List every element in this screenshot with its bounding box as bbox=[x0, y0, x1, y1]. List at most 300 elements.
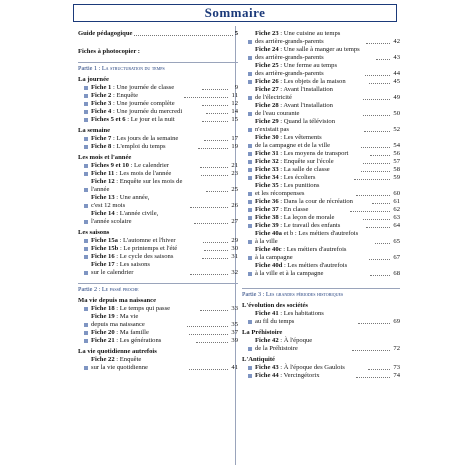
entry-label bbox=[255, 46, 374, 62]
toc-entry[interactable] bbox=[242, 174, 400, 182]
dot-leader bbox=[200, 167, 229, 168]
entry-label bbox=[255, 310, 356, 326]
entry-text: : Les générations bbox=[114, 337, 162, 344]
page-number: 62 bbox=[393, 206, 401, 213]
dot-leader bbox=[372, 203, 390, 204]
entry-number: Fiche 4 bbox=[91, 108, 112, 115]
entry-text: : À l'époque des Gaulois bbox=[278, 364, 345, 371]
entry-number: Fiche 29 bbox=[255, 118, 279, 125]
dot-leader bbox=[194, 223, 228, 224]
page-number: 37 bbox=[231, 329, 238, 336]
toc-entry[interactable] bbox=[242, 102, 400, 118]
entry-label bbox=[91, 245, 202, 253]
dot-leader bbox=[189, 334, 228, 335]
bullet-square-icon bbox=[248, 176, 252, 180]
page-number: 29 bbox=[231, 237, 239, 244]
page-number: 57 bbox=[393, 158, 400, 165]
toc-entry[interactable] bbox=[78, 143, 238, 151]
page-number: 45 bbox=[393, 78, 400, 85]
toc-entry[interactable] bbox=[78, 337, 238, 345]
bullet-square-icon bbox=[248, 128, 252, 132]
entry-number: Fiche 38 bbox=[255, 214, 279, 221]
entry-text: : Ma famille bbox=[114, 329, 149, 336]
bullet-square-icon bbox=[248, 366, 252, 370]
entry-label bbox=[255, 337, 350, 353]
bullet-square-icon bbox=[84, 118, 88, 122]
entry-number: Fiche 17 bbox=[91, 261, 115, 268]
entry-number: Fiche 40a bbox=[255, 230, 282, 237]
entry-number: Fiche 35 bbox=[255, 182, 279, 189]
toc-entry[interactable] bbox=[78, 313, 238, 329]
entry-label bbox=[255, 230, 373, 246]
entry-text: : Enquête sur l'école bbox=[278, 158, 334, 165]
entry-number: Fiche 27 bbox=[255, 86, 279, 93]
entry-number: Fiche 36 bbox=[255, 198, 279, 205]
page-number: 17 bbox=[231, 135, 239, 142]
entry-label bbox=[255, 118, 362, 134]
bullet-square-icon bbox=[248, 192, 252, 196]
entry-label bbox=[91, 356, 187, 372]
entry-label bbox=[91, 100, 200, 108]
dot-leader bbox=[356, 377, 390, 378]
entry-label bbox=[255, 222, 364, 230]
entry-number: Fiche 34 bbox=[255, 174, 279, 181]
toc-entry[interactable] bbox=[78, 194, 238, 210]
entry-text: et b : Les métiers d'autrefois à la ville bbox=[255, 230, 359, 245]
bullet-square-icon bbox=[248, 144, 252, 148]
toc-entry[interactable] bbox=[78, 108, 238, 116]
dot-leader bbox=[366, 43, 390, 44]
entry-label bbox=[91, 194, 188, 210]
page-number: 60 bbox=[393, 190, 401, 197]
toc-entry[interactable] bbox=[242, 134, 400, 150]
toc-entry[interactable] bbox=[242, 372, 400, 380]
dot-leader bbox=[202, 89, 228, 90]
dot-leader bbox=[352, 350, 390, 351]
section-heading: La Préhistoire bbox=[242, 329, 283, 336]
toc-entry-guide[interactable] bbox=[78, 30, 238, 38]
entry-label bbox=[255, 174, 352, 182]
entry-text: : Les punitions et les récompenses bbox=[255, 182, 320, 197]
section-heading: Ma vie depuis ma naissance bbox=[78, 297, 157, 304]
dot-leader bbox=[202, 258, 228, 259]
entry-number: Fiche 41 bbox=[255, 310, 279, 317]
bullet-square-icon bbox=[84, 239, 88, 243]
entry-number: Fiche 24 bbox=[255, 46, 279, 53]
toc-entry[interactable] bbox=[78, 84, 238, 92]
page-number: 52 bbox=[393, 126, 400, 133]
toc-entry[interactable] bbox=[242, 182, 400, 198]
entry-number: Fiche 32 bbox=[255, 158, 279, 165]
page-number: 56 bbox=[393, 150, 400, 157]
entry-label bbox=[255, 78, 367, 86]
dot-leader bbox=[361, 147, 390, 148]
entry-text: : L'année civile, l'année scolaire bbox=[91, 210, 159, 225]
entry-text: : Une cuisine au temps des arrière-grands-parents bbox=[255, 30, 341, 45]
entry-number: Fiche 33 bbox=[255, 166, 279, 173]
toc-entry[interactable] bbox=[78, 135, 238, 143]
entry-text: : Le printemps et l'été bbox=[118, 245, 178, 252]
bullet-square-icon bbox=[84, 339, 88, 343]
toc-entry[interactable] bbox=[78, 261, 238, 277]
part-number: Partie 3 : bbox=[242, 291, 265, 298]
entry-number: Fiche 42 bbox=[255, 337, 279, 344]
page-number: 69 bbox=[393, 318, 401, 325]
dot-leader bbox=[198, 148, 228, 149]
dot-leader bbox=[354, 179, 390, 180]
entry-label bbox=[255, 86, 361, 102]
page-number: 67 bbox=[393, 254, 401, 261]
dot-leader bbox=[134, 35, 232, 36]
toc-entry[interactable] bbox=[78, 100, 238, 108]
entry-text: : Les objets de la maison bbox=[278, 78, 346, 85]
dot-leader bbox=[363, 99, 391, 100]
page-number: 21 bbox=[231, 162, 238, 169]
toc-entry[interactable] bbox=[242, 118, 400, 134]
page-number: 31 bbox=[231, 253, 238, 260]
left-column bbox=[78, 30, 238, 372]
part-2-heading bbox=[78, 283, 238, 294]
toc-entry[interactable] bbox=[78, 356, 238, 372]
dot-leader bbox=[196, 342, 228, 343]
toc-entry[interactable] bbox=[242, 158, 400, 166]
entry-text: : Le travail des enfants bbox=[278, 222, 341, 229]
toc-entry[interactable] bbox=[78, 329, 238, 337]
bullet-square-icon bbox=[248, 256, 252, 260]
section-heading: L'évolution des sociétés bbox=[242, 302, 308, 309]
dot-leader bbox=[356, 195, 390, 196]
entry-text: : La leçon de morale bbox=[278, 214, 335, 221]
entry-number: Fiche 20 bbox=[91, 329, 115, 336]
toc-entry[interactable] bbox=[242, 62, 400, 78]
entry-label bbox=[91, 313, 185, 329]
toc-entry[interactable] bbox=[78, 305, 238, 313]
entry-label bbox=[255, 198, 370, 206]
entry-text: : Le calendrier bbox=[128, 162, 169, 169]
page-number: 65 bbox=[393, 238, 400, 245]
entry-number: Fiche 43 bbox=[255, 364, 279, 371]
dot-leader bbox=[369, 259, 390, 260]
entry-text: : Les mois de l'année bbox=[114, 170, 172, 177]
page-number: 49 bbox=[393, 94, 401, 101]
entry-text: : À l'époque de la Préhistoire bbox=[255, 337, 313, 352]
entry-label bbox=[91, 170, 199, 178]
entry-text: : Les métiers d'autrefois à la campagne bbox=[255, 246, 347, 261]
entry-text: : Quand la télévision n'existait pas bbox=[255, 118, 336, 133]
entry-text: : Le jour et la nuit bbox=[125, 116, 175, 123]
page-number: 23 bbox=[231, 170, 238, 177]
bullet-square-icon bbox=[84, 255, 88, 259]
entry-text: : Les moyens de transport bbox=[278, 150, 349, 157]
entry-label bbox=[91, 178, 204, 194]
bullet-square-icon bbox=[248, 56, 252, 60]
entry-text: : L'automne et l'hiver bbox=[117, 237, 176, 244]
page-number: 64 bbox=[393, 222, 401, 229]
entry-number: Fiche 40c bbox=[255, 246, 282, 253]
fiches-heading: Fiches à photocopier : bbox=[78, 48, 140, 55]
dot-leader bbox=[365, 75, 390, 76]
toc-entry[interactable] bbox=[78, 253, 238, 261]
entry-label bbox=[255, 134, 359, 150]
entry-number: Fiche 16 bbox=[91, 253, 115, 260]
bullet-square-icon bbox=[248, 240, 252, 244]
toc-entry[interactable] bbox=[78, 170, 238, 178]
entry-number: Fiche 30 bbox=[255, 134, 279, 141]
toc-entry[interactable] bbox=[242, 337, 400, 353]
bullet-square-icon bbox=[248, 112, 252, 116]
entry-text: : Une année, c'est 12 mois bbox=[91, 194, 150, 209]
toc-entry[interactable] bbox=[78, 237, 238, 245]
dot-leader bbox=[189, 369, 228, 370]
entry-label bbox=[91, 305, 198, 313]
toc-entry[interactable] bbox=[78, 162, 238, 170]
page-number: 39 bbox=[231, 337, 239, 344]
bullet-square-icon bbox=[84, 102, 88, 106]
entry-label bbox=[255, 166, 359, 174]
bullet-square-icon bbox=[248, 347, 252, 351]
dot-leader bbox=[206, 191, 228, 192]
bullet-square-icon bbox=[84, 172, 88, 176]
entry-label bbox=[255, 102, 361, 118]
bullet-square-icon bbox=[248, 272, 252, 276]
entry-label bbox=[255, 262, 368, 278]
dot-leader bbox=[190, 274, 228, 275]
dot-leader bbox=[370, 275, 390, 276]
page-number: 32 bbox=[231, 269, 239, 276]
entry-text: : Avant l'installation de l'électricité bbox=[255, 86, 333, 101]
toc-entry[interactable] bbox=[242, 246, 400, 262]
page-number: 30 bbox=[231, 245, 239, 252]
entry-label bbox=[91, 253, 200, 261]
bullet-square-icon bbox=[84, 94, 88, 98]
bullet-square-icon bbox=[84, 323, 88, 327]
bullet-square-icon bbox=[84, 366, 88, 370]
bullet-square-icon bbox=[84, 220, 88, 224]
entry-text: : Les vêtements de la campagne et de la ville bbox=[255, 134, 331, 149]
dot-leader bbox=[375, 243, 390, 244]
dot-leader bbox=[363, 219, 390, 220]
page-number: 68 bbox=[393, 270, 400, 277]
dot-leader bbox=[370, 155, 390, 156]
page-number: 73 bbox=[393, 364, 401, 371]
entry-label bbox=[91, 116, 200, 124]
entry-number: Fiche 39 bbox=[255, 222, 279, 229]
toc-entry[interactable] bbox=[242, 364, 400, 372]
toc-entry[interactable] bbox=[242, 206, 400, 214]
entry-number: Fiche 8 bbox=[91, 143, 112, 150]
entry-number: Fiche 18 bbox=[91, 305, 115, 312]
dot-leader bbox=[202, 105, 228, 106]
entry-text: : Une journée de classe bbox=[111, 84, 175, 91]
toc-entry[interactable] bbox=[242, 78, 400, 86]
entry-text: : Avant l'installation de l'eau courante bbox=[255, 102, 333, 117]
page-number: 25 bbox=[231, 186, 239, 193]
entry-label bbox=[91, 261, 188, 277]
dot-leader bbox=[358, 323, 390, 324]
bullet-square-icon bbox=[84, 271, 88, 275]
entry-number: Fiche 15b bbox=[91, 245, 119, 252]
dot-leader bbox=[350, 211, 390, 212]
entry-number: Fiche 26 bbox=[255, 78, 279, 85]
entry-text: : Les saisons sur le calendrier bbox=[91, 261, 150, 276]
entry-number: Fiche 44 bbox=[255, 372, 279, 379]
bullet-square-icon bbox=[84, 164, 88, 168]
part-3-heading bbox=[242, 288, 400, 299]
entry-number: Fiche 21 bbox=[91, 337, 115, 344]
dot-leader bbox=[203, 242, 228, 243]
dot-leader bbox=[184, 97, 228, 98]
entry-number: Fiche 1 bbox=[91, 84, 112, 91]
entry-label bbox=[91, 337, 194, 345]
toc-entry[interactable] bbox=[242, 30, 400, 46]
entry-text: : Le cycle des saisons bbox=[114, 253, 174, 260]
page-number: 42 bbox=[393, 38, 400, 45]
entry-text: : Les habitations au fil du temps bbox=[255, 310, 324, 325]
part-title: Le passé proche bbox=[101, 286, 139, 293]
entry-number: Fiche 12 bbox=[91, 178, 115, 185]
toc-entry[interactable] bbox=[242, 262, 400, 278]
entry-label bbox=[255, 246, 367, 262]
entry-text: : Une ferme au temps des arrière-grands-parents bbox=[255, 62, 338, 77]
section-heading: La vie quotidienne autrefois bbox=[78, 348, 157, 355]
toc-entry[interactable] bbox=[78, 210, 238, 226]
page-number: 50 bbox=[393, 110, 401, 117]
entry-number: Fiche 15a bbox=[91, 237, 118, 244]
toc-entry[interactable] bbox=[242, 214, 400, 222]
bullet-square-icon bbox=[248, 152, 252, 156]
page-number: 74 bbox=[393, 372, 400, 379]
entry-number: Fiche 40d bbox=[255, 262, 283, 269]
page-number: 54 bbox=[393, 142, 400, 149]
dot-leader bbox=[187, 326, 228, 327]
entry-text: : Enquête sur la vie quotidienne bbox=[91, 356, 148, 371]
entry-number: Fiche 25 bbox=[255, 62, 279, 69]
bullet-square-icon bbox=[248, 96, 252, 100]
dot-leader bbox=[366, 227, 390, 228]
page-number: 44 bbox=[393, 70, 401, 77]
page-number: 27 bbox=[231, 218, 239, 225]
entry-text: : Une journée complète bbox=[111, 100, 175, 107]
dot-leader bbox=[204, 140, 228, 141]
bullet-square-icon bbox=[84, 331, 88, 335]
entry-text: : Vercingétorix bbox=[278, 372, 320, 379]
part-1-heading bbox=[78, 62, 238, 73]
dot-leader bbox=[364, 131, 390, 132]
entry-label bbox=[255, 372, 354, 380]
toc-entry[interactable] bbox=[242, 310, 400, 326]
toc-entry[interactable] bbox=[78, 116, 238, 124]
dot-leader bbox=[363, 115, 391, 116]
bullet-square-icon bbox=[84, 137, 88, 141]
section-heading: Les saisons bbox=[78, 229, 110, 236]
dot-leader bbox=[369, 83, 390, 84]
entry-text: : Enquête bbox=[111, 92, 139, 99]
bullet-square-icon bbox=[84, 247, 88, 251]
entry-number: Fiche 3 bbox=[91, 100, 112, 107]
dot-leader bbox=[376, 59, 390, 60]
dot-leader bbox=[202, 121, 228, 122]
entry-number: Fiche 22 bbox=[91, 356, 115, 363]
entry-text: : Ma vie depuis ma naissance bbox=[91, 313, 145, 328]
bullet-square-icon bbox=[248, 160, 252, 164]
entry-number: Fiche 37 bbox=[255, 206, 279, 213]
entry-label bbox=[255, 158, 361, 166]
entry-number: Fiche 2 bbox=[91, 92, 112, 99]
bullet-square-icon bbox=[248, 374, 252, 378]
entry-number: Fiches 5 et 6 bbox=[91, 116, 126, 123]
toc-entry[interactable] bbox=[242, 198, 400, 206]
right-column bbox=[242, 30, 400, 380]
entry-number: Fiche 13 bbox=[91, 194, 115, 201]
bullet-square-icon bbox=[248, 224, 252, 228]
bullet-square-icon bbox=[248, 200, 252, 204]
entry-label bbox=[91, 210, 192, 226]
toc-entry[interactable] bbox=[242, 166, 400, 174]
part-title: Les grandes périodes historiques bbox=[265, 291, 344, 298]
entry-text: : L'emploi du temps bbox=[111, 143, 166, 150]
entry-label bbox=[255, 214, 361, 222]
page-number: 58 bbox=[393, 166, 400, 173]
page-number: 41 bbox=[231, 364, 239, 371]
entry-label bbox=[91, 92, 182, 100]
entry-number: Fiche 11 bbox=[91, 170, 115, 177]
entry-label bbox=[91, 237, 201, 245]
toc-entry[interactable] bbox=[242, 86, 400, 102]
toc-entry[interactable] bbox=[78, 178, 238, 194]
dot-leader bbox=[363, 163, 390, 164]
entry-label bbox=[255, 182, 354, 198]
entry-text: : En classe bbox=[278, 206, 309, 213]
entry-label bbox=[91, 162, 198, 170]
entry-number: Fiche 14 bbox=[91, 210, 115, 217]
toc-entry[interactable] bbox=[78, 92, 238, 100]
entry-text: : Les écoliers bbox=[278, 174, 316, 181]
page-number: 35 bbox=[231, 321, 238, 328]
page-number: 11 bbox=[231, 92, 238, 99]
section-heading: Les mois et l'année bbox=[78, 154, 132, 161]
toc-entry[interactable] bbox=[242, 222, 400, 230]
bullet-square-icon bbox=[84, 86, 88, 90]
page-number: 15 bbox=[231, 116, 238, 123]
entry-text: : Dans la cour de récréation bbox=[278, 198, 353, 205]
page-number: 14 bbox=[231, 108, 238, 115]
toc-entry[interactable] bbox=[242, 46, 400, 62]
entry-label bbox=[91, 84, 200, 92]
entry-number: Fiches 9 et 10 bbox=[91, 162, 129, 169]
entry-label bbox=[91, 143, 196, 151]
entry-label bbox=[255, 62, 363, 78]
bullet-square-icon bbox=[248, 40, 252, 44]
part-title: La structuration du temps bbox=[101, 65, 165, 72]
entry-text: : Le temps qui passe bbox=[114, 305, 171, 312]
entry-text: : Une journée du mercredi bbox=[111, 108, 183, 115]
entry-number: Fiche 31 bbox=[255, 150, 279, 157]
page-number: 72 bbox=[393, 345, 401, 352]
toc-entry[interactable] bbox=[242, 230, 400, 246]
entry-number: Fiche 7 bbox=[91, 135, 112, 142]
bullet-square-icon bbox=[248, 208, 252, 212]
toc-entry[interactable] bbox=[242, 150, 400, 158]
entry-label bbox=[255, 206, 348, 214]
page-number: 9 bbox=[234, 84, 239, 91]
entry-text: : La salle de classe bbox=[278, 166, 330, 173]
page-number: 43 bbox=[393, 54, 400, 61]
entry-label bbox=[91, 329, 187, 337]
dot-leader bbox=[201, 175, 228, 176]
entry-text: : Enquête sur les mois de l'année bbox=[91, 178, 183, 193]
toc-entry[interactable] bbox=[78, 245, 238, 253]
part-number: Partie 2 : bbox=[78, 286, 101, 293]
